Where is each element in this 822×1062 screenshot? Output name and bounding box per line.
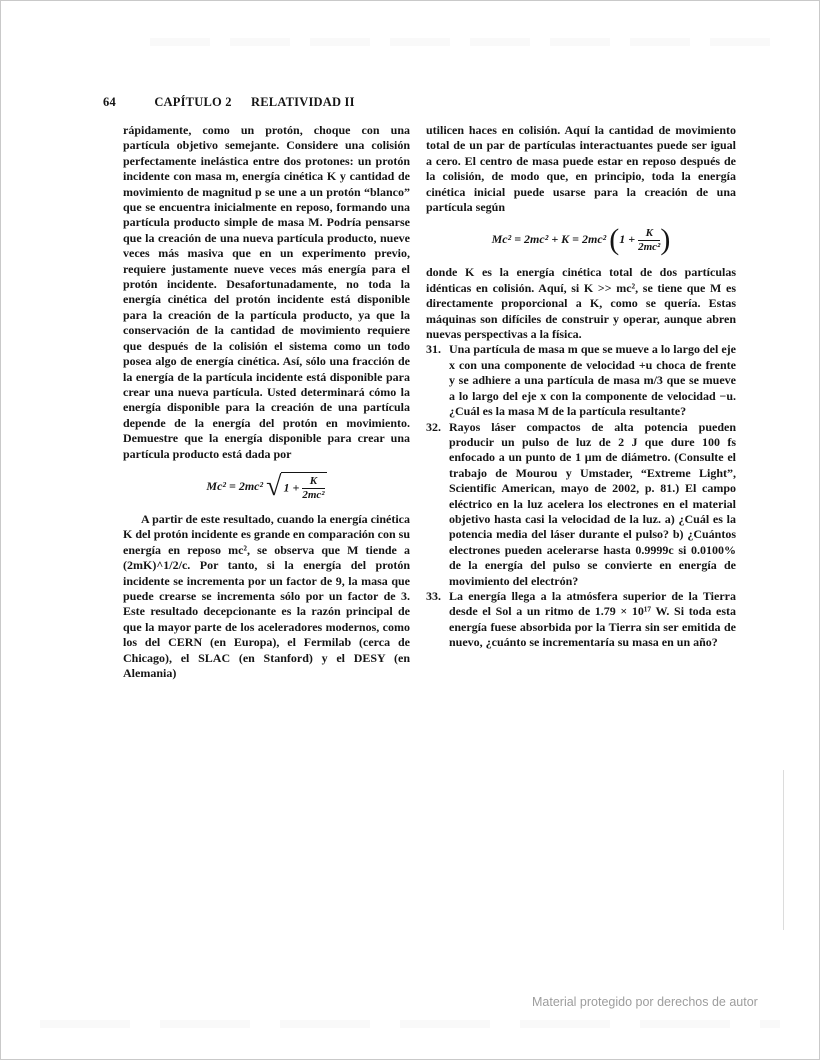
chapter-title: RELATIVIDAD II	[251, 95, 355, 109]
equation-2-lhs: Mc² = 2mc² + K = 2mc²	[491, 232, 607, 247]
right-paragraph-1: utilicen haces en colisión. Aquí la cantidad de movimiento total de un par de partículas interactuantes puede ser igual a cero. El centro de masa puede estar en reposo después de la colisión, de modo que, en principio, toda la energía cinética inicial puede usarse para la creación de una partícula según	[426, 123, 736, 215]
equation-1-numerator: K	[302, 475, 324, 489]
equation-2-one-plus: 1 +	[619, 232, 636, 247]
equation-1	[123, 472, 410, 502]
page-number: 64	[103, 95, 116, 109]
left-column	[123, 123, 410, 681]
problem-item	[426, 342, 736, 419]
right-column	[426, 123, 736, 651]
bleed-through-top	[150, 38, 770, 46]
problem-item	[426, 420, 736, 589]
problem-number: 31.	[426, 342, 441, 357]
problem-number: 33.	[426, 588, 441, 603]
equation-2	[426, 225, 736, 255]
problem-item	[426, 589, 736, 651]
bleed-through-bottom	[40, 1020, 780, 1028]
copyright-notice: Material protegido por derechos de autor	[532, 995, 758, 1009]
left-paragraph-2: A partir de este resultado, cuando la energía cinética K del protón incidente es grande en comparación con su energía en reposo mc², se observa que M tiende a (2mK)^1/2/c. Por tanto, si la energía del protón incidente se incrementa por un factor de 9, la masa que puede crearse se incrementa sólo por un factor de 3. Este resultado decepcionante es la razón principal de que la mayor parte de los aceleradores modernos, como los del CERN (en Europa), el Fermilab (cerca de Chicago), el SLAC (en Stanford) y el DESY (en Alemania)	[123, 511, 410, 680]
equation-2-numerator: K	[638, 227, 660, 241]
sqrt-symbol: √	[266, 470, 282, 502]
right-paragraph-2: donde K es la energía cinética total de dos partículas idénticas en colisión. Aquí, si K >> mc², se tiene que M es directamente proporcional a K, como se quería. Estas máquinas son difíciles de construir y operar, aunque abren nuevas perspectivas a la física.	[426, 265, 736, 342]
running-header	[103, 95, 355, 110]
problem-number: 32.	[426, 419, 441, 434]
scan-edge-line	[783, 770, 784, 930]
close-paren: )	[660, 223, 671, 257]
equation-1-denominator: 2mc²	[302, 488, 325, 501]
problem-list	[426, 342, 736, 650]
equation-2-denominator: 2mc²	[638, 240, 661, 253]
problem-text: Rayos láser compactos de alta potencia pueden producir un pulso de luz de 2 J que dure 100 fs enfocado a un punto de 1 μm de diámetro. (Consulte el trabajo de Mourou y Umstader, “Extreme Light”, Scientific American, mayo de 2002, p. 81.) El campo eléctrico en la luz acelera los electrones en el material objetivo hasta casi la velocidad de la luz. a) ¿Cuál es la potencia media del láser durante el pulso? b) ¿Cuántos electrones pueden acelerarse hasta 0.9999c si 0.0100% de la energía del pulso se convierte en energía de movimiento del electrón?	[449, 419, 736, 588]
equation-1-fraction	[302, 475, 324, 502]
open-paren: (	[609, 223, 620, 257]
left-paragraph-1: rápidamente, como un protón, choque con una partícula objetivo semejante. Considere una colisión perfectamente inelástica entre dos protones: un protón incidente con masa m, energía cinética K y cantidad de movimiento de magnitud p se une a un protón “blanco” que se encuentra inicialmente en reposo, formando una partícula producto simple de masa M. Podría pensarse que la creación de una nueva partícula producto, nueve veces más masiva que en un experimento previo, requiere justamente nueve veces más energía para el protón incidente. Desafortunadamente, no toda la energía cinética del protón incidente está disponible para la creación de la partícula producto, ya que la conservación de la cantidad de movimiento requiere que después de la colisión el sistema como un todo posea algo de energía cinética. Así, sólo una fracción de la energía de la partícula incidente está disponible para crear una nueva partícula. Usted determinará cómo la energía disponible para la creación de una partícula depende de la energía del protón en movimiento. Demuestre que la energía disponible para crear una partícula producto está dada por	[123, 123, 410, 461]
equation-1-one-plus: 1 +	[283, 480, 300, 495]
chapter-label: CAPÍTULO 2	[154, 95, 232, 109]
equation-2-fraction	[638, 227, 660, 254]
equation-1-radicand	[281, 472, 326, 502]
equation-1-lhs: Mc² = 2mc²	[206, 478, 264, 493]
problem-text: La energía llega a la atmósfera superior de la Tierra desde el Sol a un ritmo de 1.79 × 10¹⁷ W. Si toda esta energía fuese absorbida por la Tierra sin ser emitida de nuevo, ¿cuánto se incrementaría su masa en un año?	[449, 588, 736, 650]
problem-text: Una partícula de masa m que se mueve a lo largo del eje x con una componente de velocidad +u choca de frente y se adhiere a una partícula de masa m/3 que se mueve a lo largo del eje x con la componente de velocidad −u. ¿Cuál es la masa M de la partícula resultante?	[449, 342, 736, 419]
